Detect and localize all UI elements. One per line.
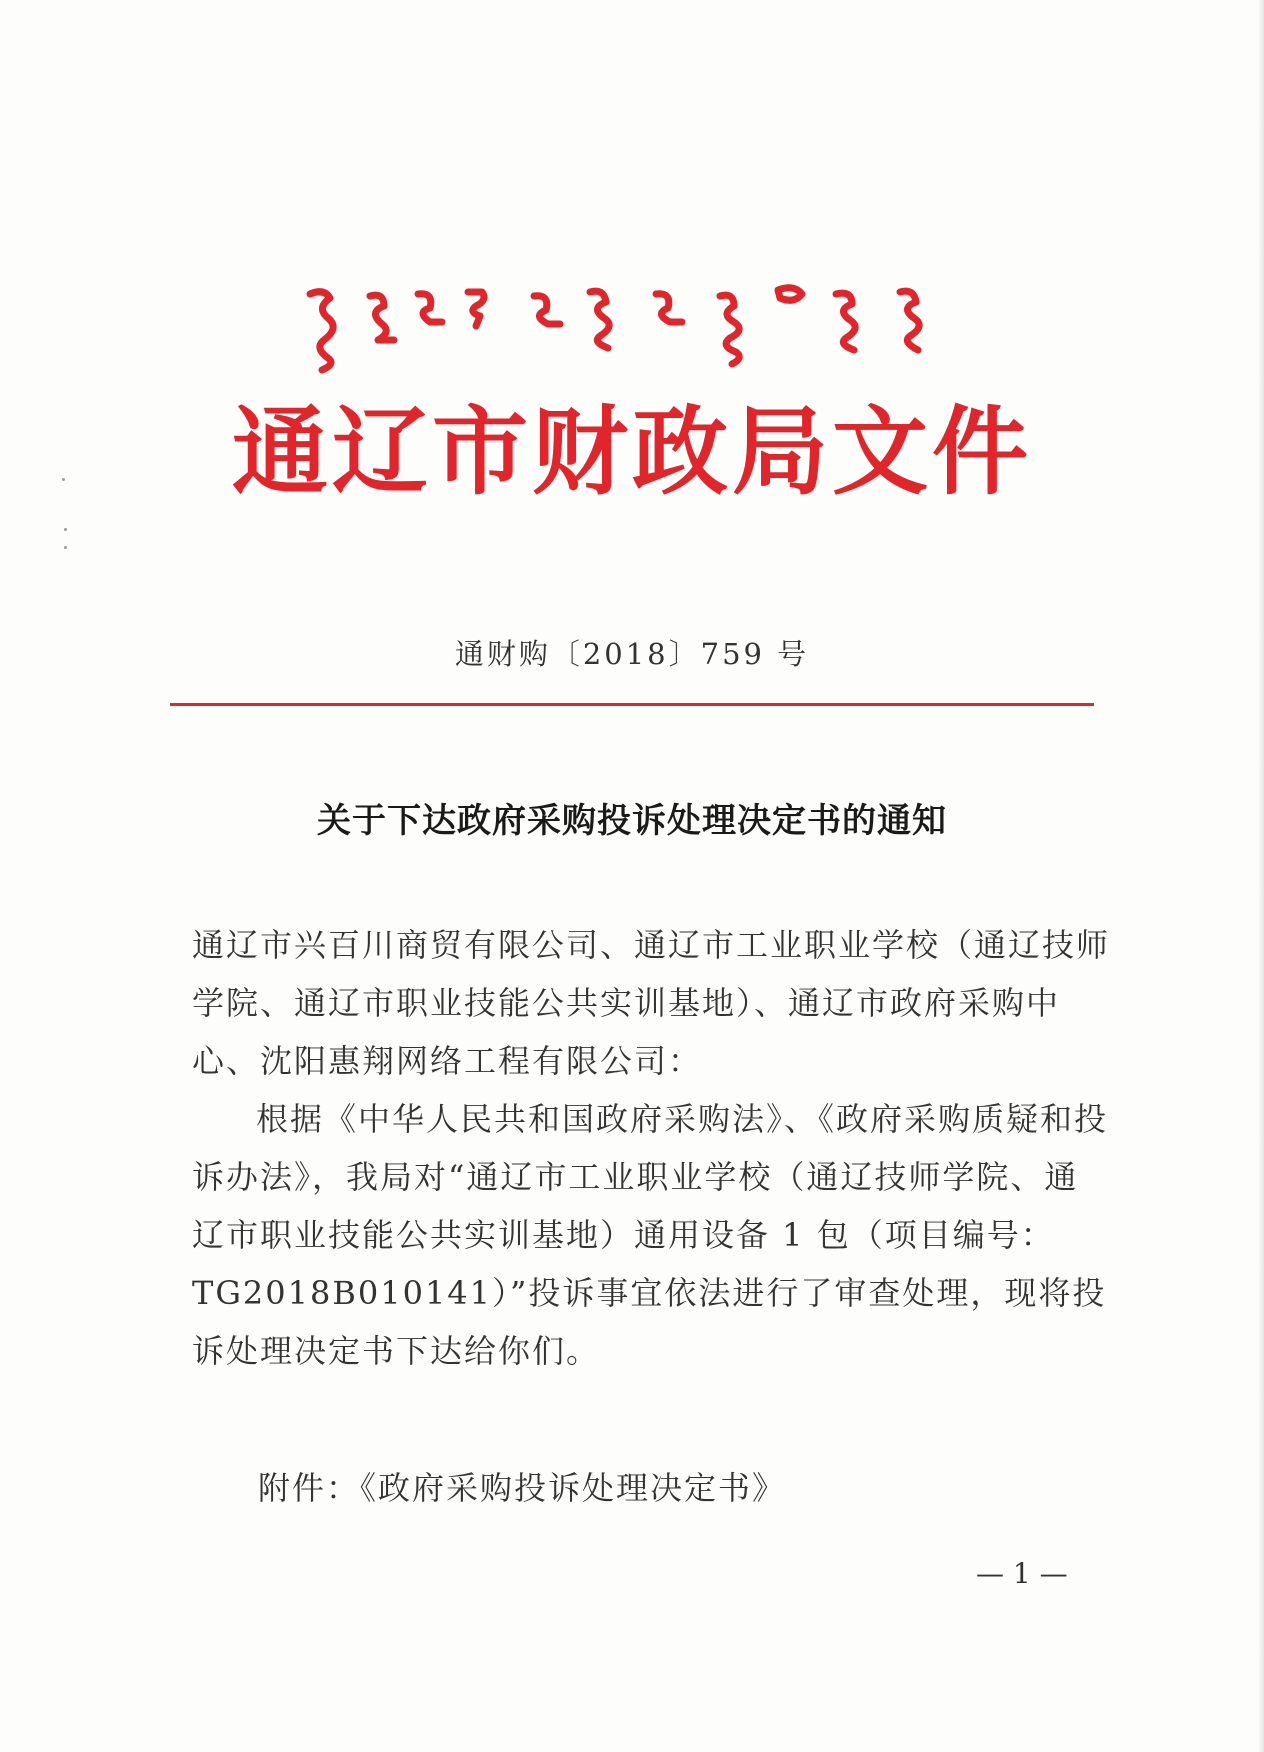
document-number: 通财购〔2018〕759 号 xyxy=(454,637,810,671)
body-paragraph: 根据《中华人民共和国政府采购法》、《政府采购质疑和投诉办法》，我局对“通辽市工业职业学校（通辽技师学院、通辽市职业技能公共实训基地）通用设备 1 包（项目编号：TG2018B010141）”投诉事宜依法进行了审查处理，现将投诉处理决定书下达给你们。 xyxy=(192,1100,1109,1370)
scan-edge xyxy=(1258,0,1264,1752)
mongolian-script-graphic xyxy=(300,276,980,386)
notice-body xyxy=(192,916,1112,1380)
red-divider-rule xyxy=(170,703,1094,706)
page-number: — 1 — xyxy=(976,1557,1068,1590)
scan-speck xyxy=(64,528,67,531)
mongolian-script-header xyxy=(300,276,980,386)
notice-title: 关于下达政府采购投诉处理决定书的通知 xyxy=(317,801,947,841)
recipients-paragraph: 通辽市兴百川商贸有限公司、通辽市工业职业学校（通辽技师学院、通辽市职业技能公共实训基地）、通辽市政府采购中心、沈阳惠翔网络工程有限公司： xyxy=(192,926,1111,1080)
issuer-title: 通辽市财政局文件 xyxy=(232,396,1032,508)
attachment-line: 附件：《政府采购投诉处理决定书》 xyxy=(258,1469,787,1507)
scan-speck xyxy=(64,546,67,549)
